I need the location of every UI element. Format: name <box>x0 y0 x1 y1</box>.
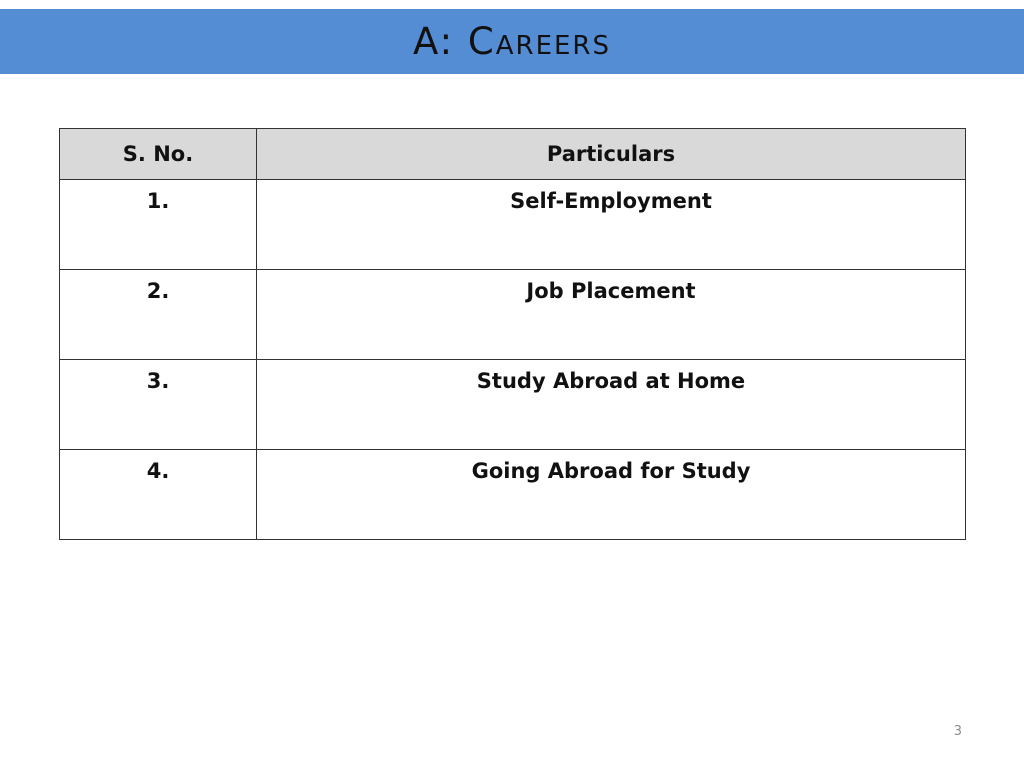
cell-particular: Job Placement <box>257 270 966 360</box>
careers-table <box>59 128 966 540</box>
cell-particular: Study Abroad at Home <box>257 360 966 450</box>
cell-serial-number: 3. <box>60 360 257 450</box>
title-bar <box>0 9 1024 74</box>
table-row <box>60 180 966 270</box>
careers-table-container <box>59 128 965 540</box>
table-header-row <box>60 129 966 180</box>
table-row <box>60 360 966 450</box>
cell-particular: Self-Employment <box>257 180 966 270</box>
cell-particular: Going Abroad for Study <box>257 450 966 540</box>
cell-serial-number: 4. <box>60 450 257 540</box>
page-number: 3 <box>953 724 962 739</box>
slide-title: A: Careers <box>413 20 611 63</box>
header-particulars: Particulars <box>257 129 966 180</box>
table-row <box>60 450 966 540</box>
cell-serial-number: 2. <box>60 270 257 360</box>
table-row <box>60 270 966 360</box>
cell-serial-number: 1. <box>60 180 257 270</box>
header-serial-number: S. No. <box>60 129 257 180</box>
